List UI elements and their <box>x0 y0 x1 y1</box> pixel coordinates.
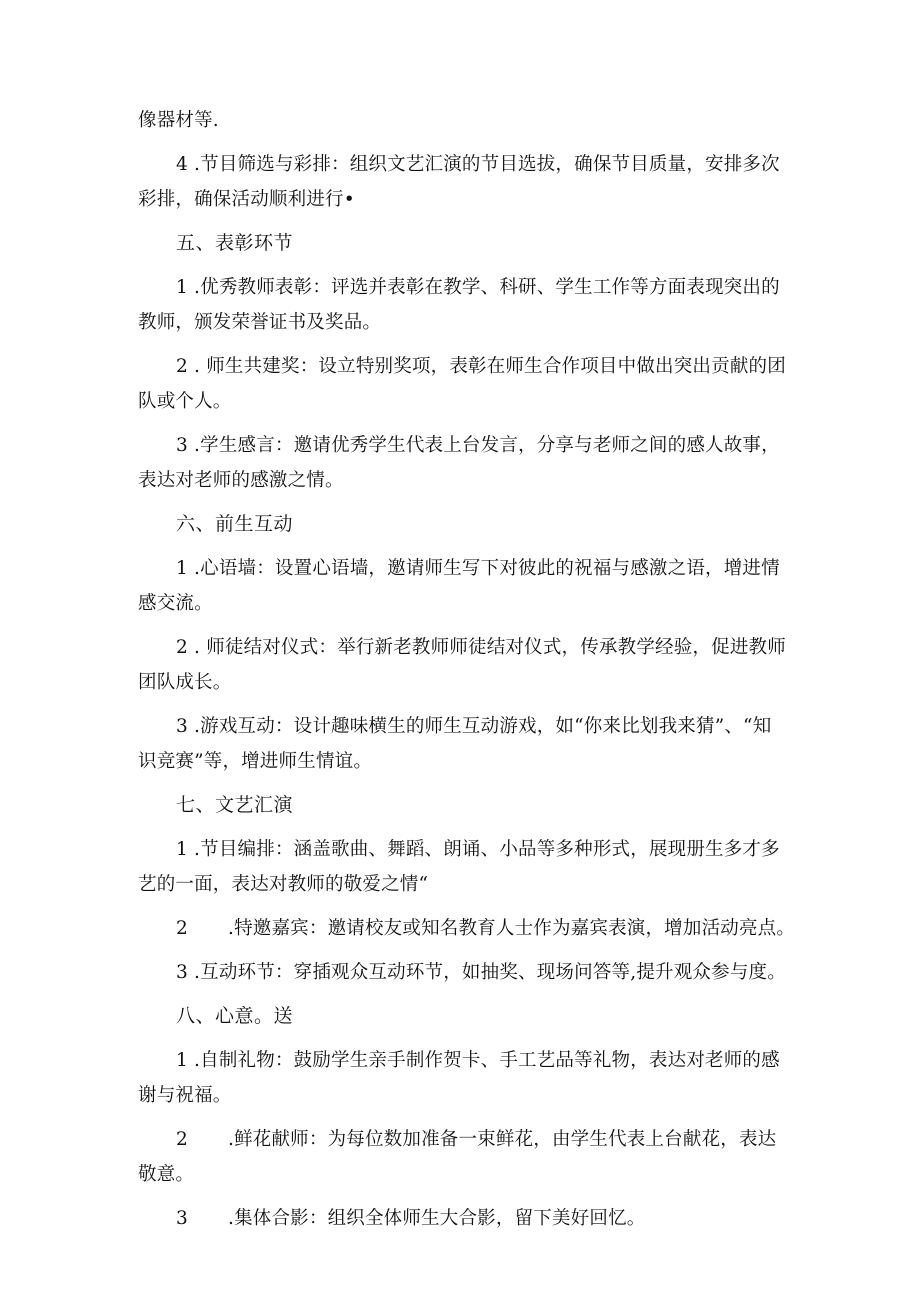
list-item: 2 . 师生共建奖：设立特别奖项，表彰在师生合作项目中做出突出贡献的团 <box>176 356 786 377</box>
list-item: 3 .学生感言：邀请优秀学生代表上台发言，分享与老师之间的感人故事， <box>176 435 780 456</box>
paragraph-line: 表达对老师的感激之情。 <box>138 470 344 491</box>
section-heading: 五、表彰环节 <box>176 232 294 254</box>
paragraph-line: 识竞赛”等，增进师生情谊。 <box>138 751 373 772</box>
list-item-text: .鲜花献师：为每位数加准备一束鲜花，由学生代表上台献花，表达 <box>228 1129 777 1150</box>
paragraph-line: 队或个人。 <box>138 391 232 412</box>
list-number: 2 <box>176 918 188 939</box>
list-item: 1 .心语墙：设置心语墙，邀请师生写下对彼此的祝福与感激之语，增进情 <box>176 558 780 579</box>
paragraph-line: 谢与祝福。 <box>138 1085 232 1106</box>
paragraph-line: 团队成长。 <box>138 672 232 693</box>
paragraph-line: 教师，颁发荣誉证书及奖品。 <box>138 312 382 333</box>
paragraph-line: 像器材等. <box>138 110 219 131</box>
list-item <box>138 1201 783 1236</box>
list-item-text: .特邀嘉宾：邀请校友或知名教育人士作为嘉宾表演，增加活动亮点。 <box>228 918 796 939</box>
list-item: 1 .自制礼物：鼓励学生亲手制作贺卡、手工艺品等礼物，表达对老师的感 <box>176 1050 780 1071</box>
list-item <box>138 1122 783 1157</box>
paragraph-line: 感交流。 <box>138 593 213 614</box>
list-item: 2 . 师徒结对仪式：举行新老教师师徒结对仪式，传承教学经验，促进教师 <box>176 637 786 658</box>
list-item: 1 .优秀教师表彰：评选并表彰在教学、科研、学生工作等方面表现突出的 <box>176 277 780 298</box>
list-item: 4 .节目筛选与彩排：组织文艺汇演的节目选拔，确保节目质量，安排多次 <box>176 154 780 175</box>
document-body <box>138 103 796 1236</box>
paragraph-line: 敬意。 <box>138 1164 195 1185</box>
list-item <box>138 911 796 946</box>
list-item-text: .集体合影：组织全体师生大合影，留下美好回忆。 <box>228 1208 646 1229</box>
list-item: 3 .游戏互动：设计趣味横生的师生互动游戏，如“你来比划我来猜”、“知 <box>176 716 772 737</box>
list-number: 2 <box>176 1129 188 1150</box>
section-heading: 七、文艺汇演 <box>176 794 294 816</box>
paragraph-line: 彩排，确保活动顺利进行• <box>138 189 355 210</box>
section-heading: 八、心意。送 <box>176 1005 294 1027</box>
list-number: 3 <box>176 1208 188 1229</box>
list-item: 3 .互动环节：穿插观众互动环节，如抽奖、现场问答等,提升观众参与度。 <box>176 962 786 983</box>
list-item: 1 .节目编排：涵盖歌曲、舞蹈、朗诵、小品等多种形式，展现册生多才多 <box>176 839 780 860</box>
section-heading: 六、前生互动 <box>176 513 294 535</box>
paragraph-line: 艺的一面，表达对教师的敬爱之情“ <box>138 874 429 895</box>
